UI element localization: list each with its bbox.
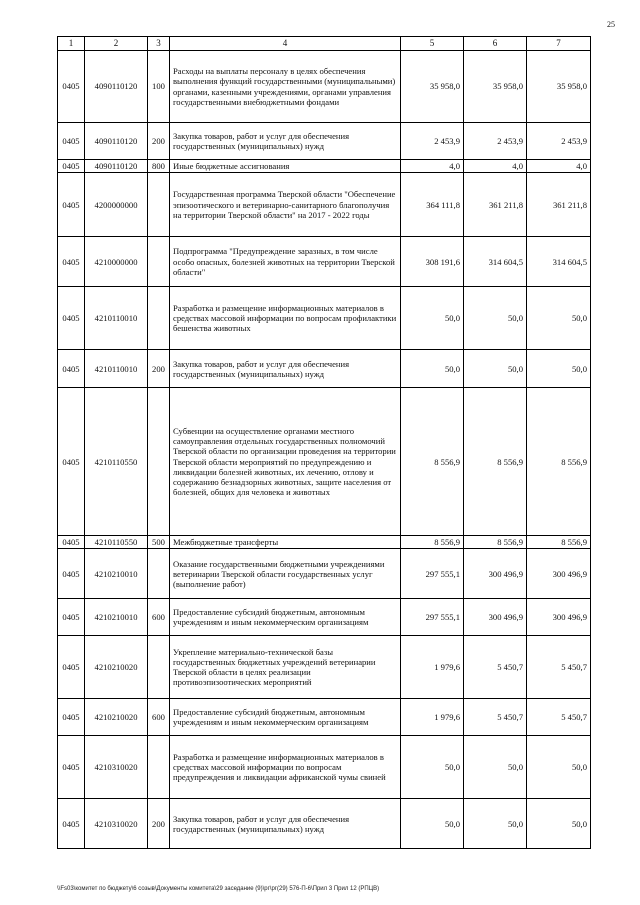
row-target-code: 4090110120 (85, 51, 148, 123)
row-value-col5: 297 555,1 (401, 549, 464, 599)
row-value-col7: 8 556,9 (527, 536, 591, 549)
row-value-col6: 8 556,9 (464, 388, 527, 536)
row-target-code: 4210110550 (85, 388, 148, 536)
row-section-code: 0405 (58, 123, 85, 160)
row-value-col6: 300 496,9 (464, 549, 527, 599)
row-value-col5: 35 958,0 (401, 51, 464, 123)
row-value-col7: 35 958,0 (527, 51, 591, 123)
row-expense-type (148, 173, 170, 237)
row-value-col6: 50,0 (464, 799, 527, 849)
row-target-code: 4210210010 (85, 599, 148, 636)
row-section-code: 0405 (58, 160, 85, 173)
row-description: Укрепление материально-технической базы государственных бюджетных учреждений ветеринарии Тверской области в целях реализации противоэпизоотических мероприятий (170, 636, 401, 699)
row-value-col7: 361 211,8 (527, 173, 591, 237)
row-value-col7: 5 450,7 (527, 636, 591, 699)
row-description: Разработка и размещение информационных материалов в средствах массовой информации по вопросам предупреждения и ликвидации африканской чумы свиней (170, 736, 401, 799)
row-value-col7: 300 496,9 (527, 599, 591, 636)
table-row (58, 287, 591, 350)
row-section-code: 0405 (58, 51, 85, 123)
row-value-col5: 50,0 (401, 736, 464, 799)
row-target-code: 4090110120 (85, 160, 148, 173)
row-target-code: 4210110010 (85, 287, 148, 350)
row-description: Государственная программа Тверской области "Обеспечение эпизоотического и ветеринарно-санитарного благополучия на территории Тверской области" на 2017 - 2022 годы (170, 173, 401, 237)
row-description: Закупка товаров, работ и услуг для обеспечения государственных (муниципальных) нужд (170, 123, 401, 160)
row-section-code: 0405 (58, 536, 85, 549)
row-value-col6: 5 450,7 (464, 699, 527, 736)
row-expense-type (148, 287, 170, 350)
row-value-col5: 2 453,9 (401, 123, 464, 160)
row-section-code: 0405 (58, 799, 85, 849)
row-description: Субвенции на осуществление органами местного самоуправления отдельных государственных полномочий Тверской области по организации проведения на территории Тверской области мероприятий по предупреждению и ликвидации болезней животных, их лечению, отлову и содержанию безнадзорных животных, защите населения от болезней, общих для человека и животных (170, 388, 401, 536)
row-value-col5: 50,0 (401, 287, 464, 350)
row-value-col6: 50,0 (464, 287, 527, 350)
row-description: Оказание государственными бюджетными учреждениями ветеринарии Тверской области государственных услуг (выполнение работ) (170, 549, 401, 599)
row-section-code: 0405 (58, 388, 85, 536)
row-value-col7: 4,0 (527, 160, 591, 173)
row-value-col5: 50,0 (401, 350, 464, 388)
row-expense-type (148, 237, 170, 287)
row-value-col5: 364 111,8 (401, 173, 464, 237)
row-section-code: 0405 (58, 599, 85, 636)
row-description: Расходы на выплаты персоналу в целях обеспечения выполнения функций государственными (муниципальными) органами, казенными учреждениями, органами управления государственными внебюджетными фондами (170, 51, 401, 123)
row-section-code: 0405 (58, 636, 85, 699)
table-row (58, 636, 591, 699)
row-value-col7: 300 496,9 (527, 549, 591, 599)
row-expense-type: 600 (148, 599, 170, 636)
row-section-code: 0405 (58, 699, 85, 736)
row-target-code: 4210110010 (85, 350, 148, 388)
table-row (58, 549, 591, 599)
row-value-col6: 4,0 (464, 160, 527, 173)
row-value-col7: 50,0 (527, 287, 591, 350)
row-expense-type (148, 549, 170, 599)
row-value-col5: 50,0 (401, 799, 464, 849)
row-value-col7: 5 450,7 (527, 699, 591, 736)
row-section-code: 0405 (58, 736, 85, 799)
row-expense-type (148, 388, 170, 536)
row-description: Межбюджетные трансферты (170, 536, 401, 549)
row-expense-type: 600 (148, 699, 170, 736)
row-value-col7: 50,0 (527, 736, 591, 799)
row-target-code: 4210000000 (85, 237, 148, 287)
row-value-col5: 8 556,9 (401, 388, 464, 536)
table-row (58, 388, 591, 536)
row-expense-type: 800 (148, 160, 170, 173)
table-row (58, 237, 591, 287)
table-row (58, 536, 591, 549)
column-header: 5 (401, 37, 464, 51)
table-row (58, 173, 591, 237)
row-expense-type: 200 (148, 799, 170, 849)
row-value-col6: 300 496,9 (464, 599, 527, 636)
column-header: 4 (170, 37, 401, 51)
row-value-col6: 2 453,9 (464, 123, 527, 160)
row-target-code: 4210110550 (85, 536, 148, 549)
row-description: Предоставление субсидий бюджетным, автономным учреждениям и иным некоммерческим организациям (170, 599, 401, 636)
row-target-code: 4210310020 (85, 736, 148, 799)
table-row (58, 799, 591, 849)
column-header: 6 (464, 37, 527, 51)
row-value-col7: 50,0 (527, 799, 591, 849)
table-row (58, 699, 591, 736)
row-value-col5: 1 979,6 (401, 699, 464, 736)
row-expense-type: 100 (148, 51, 170, 123)
header-row (58, 37, 591, 51)
row-description: Иные бюджетные ассигнования (170, 160, 401, 173)
row-expense-type: 200 (148, 123, 170, 160)
row-value-col5: 4,0 (401, 160, 464, 173)
row-value-col7: 2 453,9 (527, 123, 591, 160)
row-target-code: 4210210020 (85, 636, 148, 699)
row-value-col6: 314 604,5 (464, 237, 527, 287)
table-row (58, 160, 591, 173)
row-value-col5: 297 555,1 (401, 599, 464, 636)
table-row (58, 736, 591, 799)
file-path-footer: \\Fs03\комитет по бюджету\6 созыв\Документы комитета\29 заседание (9)\рг\рг(29) 576-П-6\Прил 3 Прил 12 (РПЦВ) (57, 886, 380, 892)
row-section-code: 0405 (58, 237, 85, 287)
row-value-col5: 8 556,9 (401, 536, 464, 549)
row-value-col7: 50,0 (527, 350, 591, 388)
row-section-code: 0405 (58, 350, 85, 388)
row-value-col6: 50,0 (464, 350, 527, 388)
row-expense-type (148, 736, 170, 799)
row-target-code: 4210210020 (85, 699, 148, 736)
row-description: Закупка товаров, работ и услуг для обеспечения государственных (муниципальных) нужд (170, 799, 401, 849)
row-description: Предоставление субсидий бюджетным, автономным учреждениям и иным некоммерческим организациям (170, 699, 401, 736)
row-description: Подпрограмма "Предупреждение заразных, в том числе особо опасных, болезней животных на территории Тверской области" (170, 237, 401, 287)
row-target-code: 4210310020 (85, 799, 148, 849)
row-value-col6: 361 211,8 (464, 173, 527, 237)
row-target-code: 4210210010 (85, 549, 148, 599)
row-section-code: 0405 (58, 287, 85, 350)
column-header: 2 (85, 37, 148, 51)
row-value-col7: 8 556,9 (527, 388, 591, 536)
row-value-col7: 314 604,5 (527, 237, 591, 287)
row-value-col5: 1 979,6 (401, 636, 464, 699)
row-value-col6: 5 450,7 (464, 636, 527, 699)
table-row (58, 123, 591, 160)
row-description: Разработка и размещение информационных материалов в средствах массовой информации по вопросам профилактики бешенства животных (170, 287, 401, 350)
row-value-col6: 50,0 (464, 736, 527, 799)
column-header: 1 (58, 37, 85, 51)
row-description: Закупка товаров, работ и услуг для обеспечения государственных (муниципальных) нужд (170, 350, 401, 388)
row-expense-type (148, 636, 170, 699)
row-expense-type: 500 (148, 536, 170, 549)
column-header: 7 (527, 37, 591, 51)
budget-table (57, 36, 591, 849)
row-value-col5: 308 191,6 (401, 237, 464, 287)
row-section-code: 0405 (58, 173, 85, 237)
row-value-col6: 35 958,0 (464, 51, 527, 123)
table-row (58, 350, 591, 388)
row-target-code: 4200000000 (85, 173, 148, 237)
row-expense-type: 200 (148, 350, 170, 388)
row-value-col6: 8 556,9 (464, 536, 527, 549)
page-number: 25 (607, 20, 615, 29)
table-row (58, 599, 591, 636)
table-row (58, 51, 591, 123)
row-target-code: 4090110120 (85, 123, 148, 160)
row-section-code: 0405 (58, 549, 85, 599)
column-header: 3 (148, 37, 170, 51)
